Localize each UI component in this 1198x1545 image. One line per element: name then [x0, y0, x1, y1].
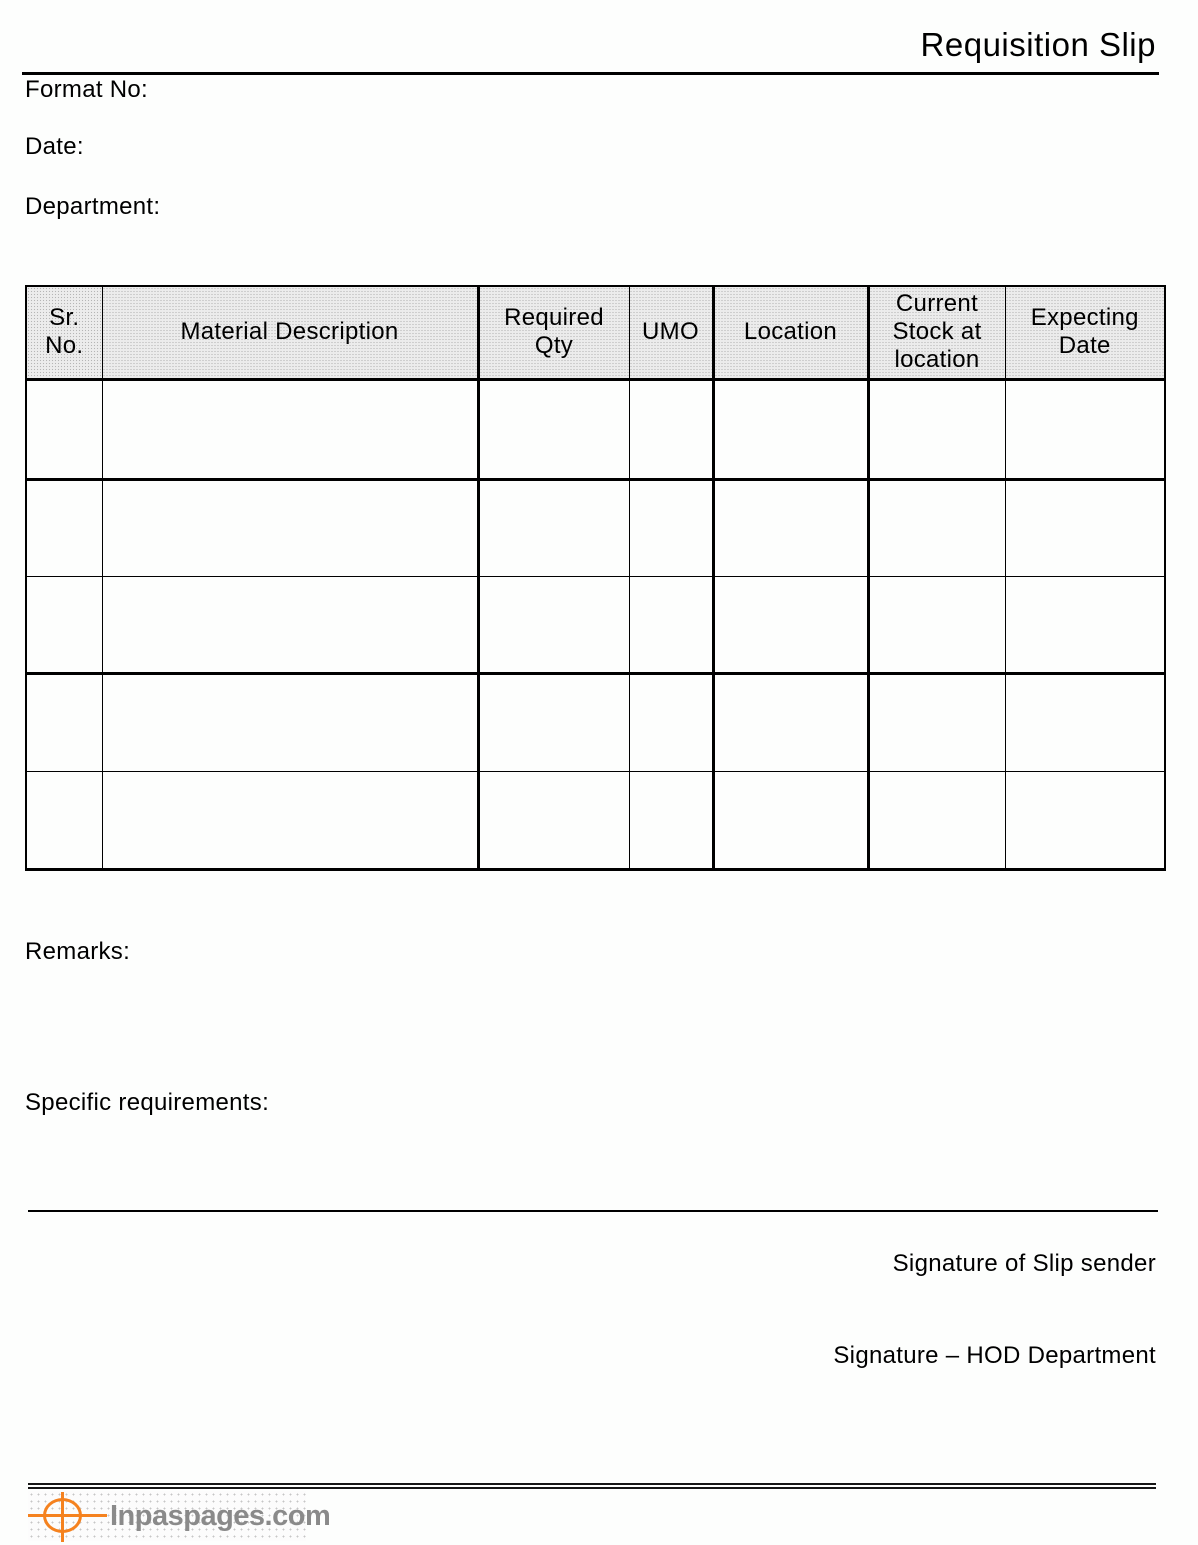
- table-cell: [26, 576, 102, 673]
- table-cell: [26, 771, 102, 869]
- header-sr-no: Sr. No.: [26, 286, 102, 379]
- table-header-row: [26, 286, 1165, 379]
- table-cell: [478, 479, 629, 576]
- table-cell: [1005, 479, 1165, 576]
- table-cell: [26, 673, 102, 771]
- footer-double-rule: [28, 1483, 1156, 1489]
- table-cell: [1005, 771, 1165, 869]
- crosshair-circle: [43, 1498, 82, 1533]
- table-cell: [629, 479, 713, 576]
- table-cell: [478, 576, 629, 673]
- table-cell: [713, 576, 868, 673]
- table-cell: [629, 771, 713, 869]
- table-row: [26, 576, 1165, 673]
- header-required-qty: Required Qty: [478, 286, 629, 379]
- table-row: [26, 379, 1165, 479]
- table-cell: [102, 479, 478, 576]
- table-cell: [629, 379, 713, 479]
- table-cell: [478, 771, 629, 869]
- table-cell: [1005, 576, 1165, 673]
- header-expecting-date: Expecting Date: [1005, 286, 1165, 379]
- header-location: Location: [713, 286, 868, 379]
- table-cell: [102, 379, 478, 479]
- table-cell: [102, 576, 478, 673]
- header-material-description: Material Description: [102, 286, 478, 379]
- label-remarks: Remarks:: [25, 938, 131, 965]
- signature-hod-department: Signature – HOD Department: [833, 1342, 1156, 1369]
- label-department: Department:: [25, 193, 161, 220]
- table-cell: [713, 673, 868, 771]
- header-current-stock: Current Stock at location: [868, 286, 1005, 379]
- requisition-table: [25, 285, 1166, 871]
- table-cell: [713, 771, 868, 869]
- table-cell: [868, 379, 1005, 479]
- table-cell: [1005, 379, 1165, 479]
- title-rule: [22, 72, 1159, 75]
- brand-text: Inpaspages.com: [110, 1500, 331, 1532]
- table-cell: [868, 479, 1005, 576]
- signature-divider-rule: [28, 1210, 1158, 1212]
- table-cell: [478, 379, 629, 479]
- table-cell: [102, 673, 478, 771]
- label-specific-requirements: Specific requirements:: [25, 1089, 270, 1116]
- table-cell: [868, 771, 1005, 869]
- label-format-no: Format No:: [25, 76, 149, 103]
- table-cell: [868, 673, 1005, 771]
- table-cell: [629, 576, 713, 673]
- table-cell: [868, 576, 1005, 673]
- page-title: Requisition Slip: [920, 26, 1156, 63]
- table-cell: [102, 771, 478, 869]
- table-row: [26, 479, 1165, 576]
- table-cell: [713, 479, 868, 576]
- table-cell: [26, 479, 102, 576]
- table-row: [26, 673, 1165, 771]
- header-umo: UMO: [629, 286, 713, 379]
- table-row: [26, 771, 1165, 869]
- table-cell: [629, 673, 713, 771]
- label-date: Date:: [25, 133, 84, 160]
- table-cell: [26, 379, 102, 479]
- footer-logo: [28, 1491, 331, 1541]
- signature-slip-sender: Signature of Slip sender: [892, 1250, 1156, 1277]
- table-cell: [478, 673, 629, 771]
- table-cell: [713, 379, 868, 479]
- table-cell: [1005, 673, 1165, 771]
